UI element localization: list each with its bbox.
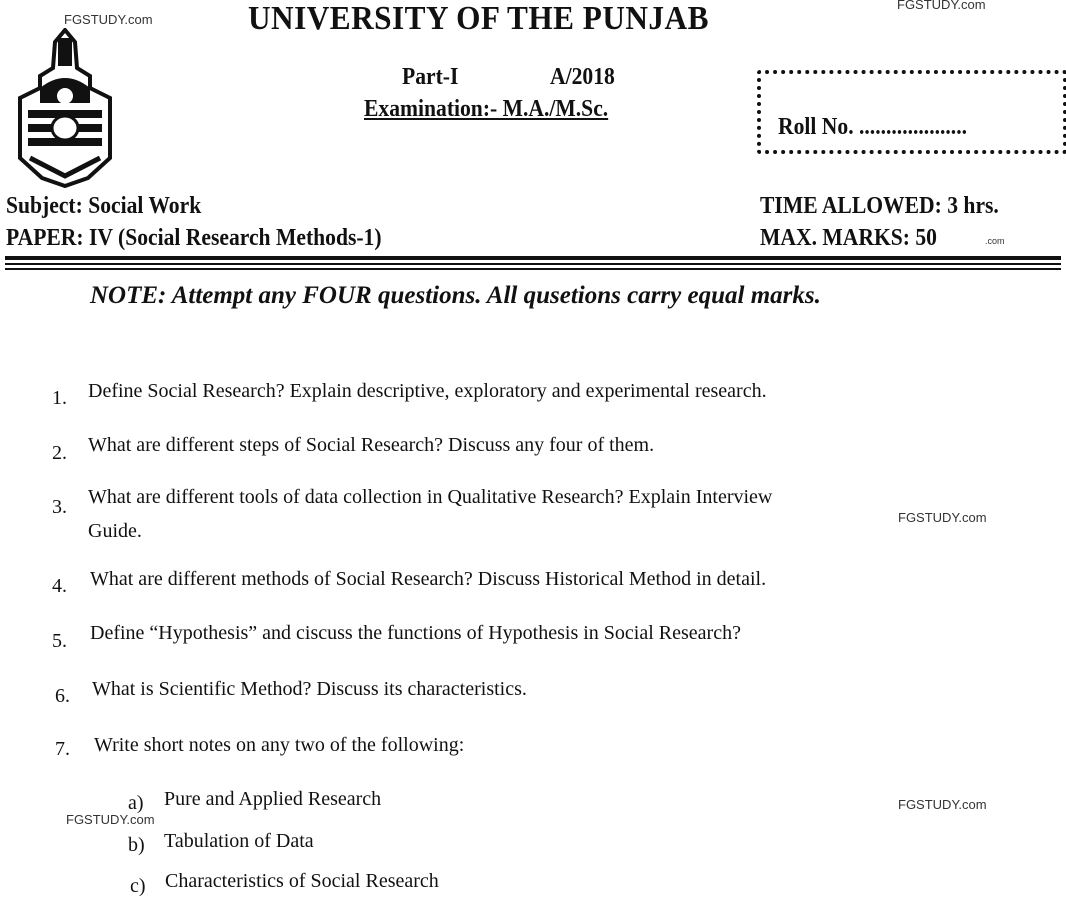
divider [5,256,1061,260]
question-text: What are different methods of Social Research? Discuss Historical Method in detail. [90,568,767,590]
examination-label: Examination:- M.A./M.Sc. [364,96,609,122]
exam-session: A/2018 [550,64,615,90]
question-text: Define Social Research? Explain descriptive, exploratory and experimental research. [88,380,767,402]
subject-label: Subject: Social Work [6,193,202,219]
roll-number-box [757,70,1066,154]
max-marks: MAX. MARKS: 50 [760,225,937,251]
question-text: Define “Hypothesis” and ciscuss the functions of Hypothesis in Social Research? [90,622,741,644]
subitem-label: b) [128,834,145,856]
watermark: FGSTUDY.com [898,797,987,812]
question-number: 4. [52,575,67,597]
roll-number-field[interactable]: Roll No. .................... [778,114,967,140]
subitem-label: c) [130,875,146,897]
question-text: Write short notes on any two of the following: [94,734,465,756]
university-crest-logo [10,28,120,188]
question-number: 1. [52,387,67,409]
watermark: FGSTUDY.com [897,0,986,12]
question-text: What are different tools of data collection in Qualitative Research? Explain Interview [88,486,773,508]
university-title: UNIVERSITY OF THE PUNJAB [248,0,709,37]
question-number: 2. [52,442,67,464]
subitem-text: Characteristics of Social Research [165,870,439,892]
watermark: FGSTUDY.com [66,812,155,827]
watermark: FGSTUDY.com [898,510,987,525]
question-number: 5. [52,630,67,652]
subitem-text: Pure and Applied Research [164,788,382,810]
watermark: FGSTUDY.com [64,12,153,27]
subitem-text: Tabulation of Data [164,830,314,852]
question-number: 6. [55,685,70,707]
divider [5,268,1061,270]
question-text-continued: Guide. [88,520,142,542]
instructions-note: NOTE: Attempt any FOUR questions. All qusetions carry equal marks. [90,282,821,309]
question-text: What are different steps of Social Research? Discuss any four of them. [88,434,655,456]
time-allowed: TIME ALLOWED: 3 hrs. [760,193,999,219]
paper-label: PAPER: IV (Social Research Methods-1) [6,225,382,251]
question-number: 7. [55,738,70,760]
exam-part: Part-I [402,64,459,90]
watermark: .com [985,236,1005,246]
divider [5,263,1061,265]
subitem-label: a) [128,792,144,814]
question-number: 3. [52,496,67,518]
question-text: What is Scientific Method? Discuss its characteristics. [92,678,527,700]
